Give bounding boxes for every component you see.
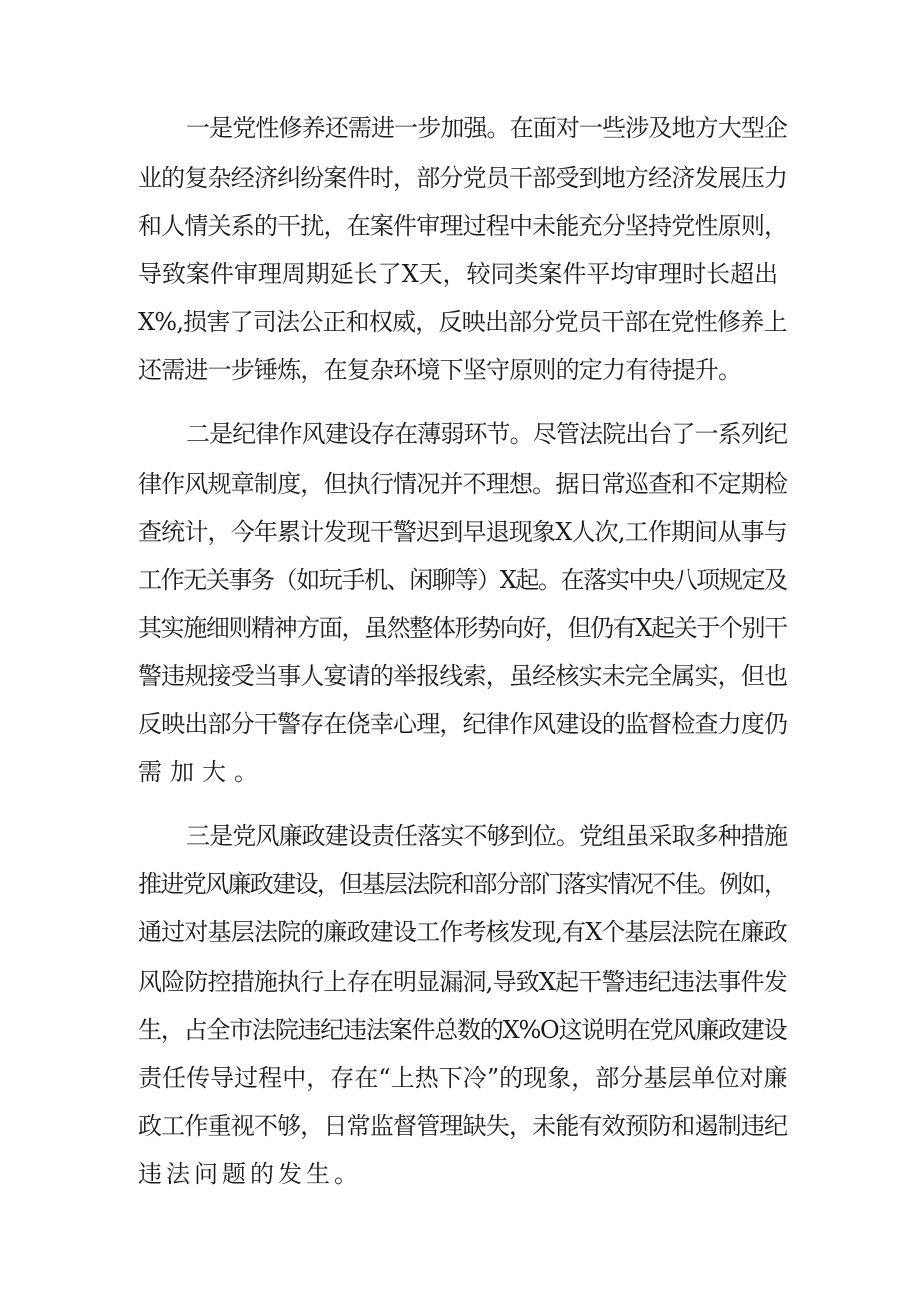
text-line: 三是党风廉政建设责任落实不够到位。党组虽采取多种措施: [186, 822, 788, 850]
text-line: 还需进一步锤炼，在复杂环境下坚守原则的定力有待提升。: [138, 356, 742, 384]
text-line: 责任传导过程中，存在“上热下冷”的现象，部分基层单位对廉: [138, 1064, 788, 1092]
text-line: 其实施细则精神方面，虽然整体形势向好，但仍有X起关于个别干: [138, 614, 787, 642]
text-line: 二是纪律作风建设存在薄弱环节。尽管法院出台了一系列纪: [186, 420, 788, 448]
text-line: 风险防控措施执行上存在明显漏洞,导致X起干警违纪违法事件发: [138, 968, 787, 996]
text-line: 工作无关事务（如玩手机、闲聊等）X起。在落实中央八项规定及: [138, 566, 787, 594]
text-line: 律作风规章制度，但执行情况并不理想。据日常巡查和不定期检: [138, 470, 788, 498]
text-line: 违法问题的发生。: [138, 1160, 362, 1188]
text-line: 政工作重视不够，日常监督管理缺失，未能有效预防和遏制违纪: [138, 1112, 788, 1140]
text-line: 警违规接受当事人宴请的举报线索，虽经核实未完全属实，但也: [138, 662, 788, 690]
text-line: 业的复杂经济纠纷案件时，部分党员干部受到地方经济发展压力: [138, 164, 788, 192]
text-line: X%,损害了司法公正和权威，反映出部分党员干部在党性修养上: [138, 308, 787, 336]
text-line: 查统计，今年累计发现干警迟到早退现象X人次,工作期间从事与: [138, 518, 787, 546]
text-line: 需加大。: [138, 758, 266, 786]
text-line: 和人情关系的干扰，在案件审理过程中未能充分坚持党性原则，: [138, 212, 788, 240]
text-line: 通过对基层法院的廉政建设工作考核发现,有X个基层法院在廉政: [138, 918, 787, 946]
text-line: 导致案件审理周期延长了X天，较同类案件平均审理时长超出: [138, 260, 779, 288]
text-line: 反映出部分干警存在侥幸心理，纪律作风建设的监督检查力度仍: [138, 710, 788, 738]
text-line: 推进党风廉政建设，但基层法院和部分部门落实情况不佳。例如，: [138, 870, 787, 898]
text-line: 生，占全市法院违纪违法案件总数的X%O这说明在党风廉政建设: [138, 1016, 787, 1044]
text-line: 一是党性修养还需进一步加强。在面对一些涉及地方大型企: [186, 114, 788, 142]
